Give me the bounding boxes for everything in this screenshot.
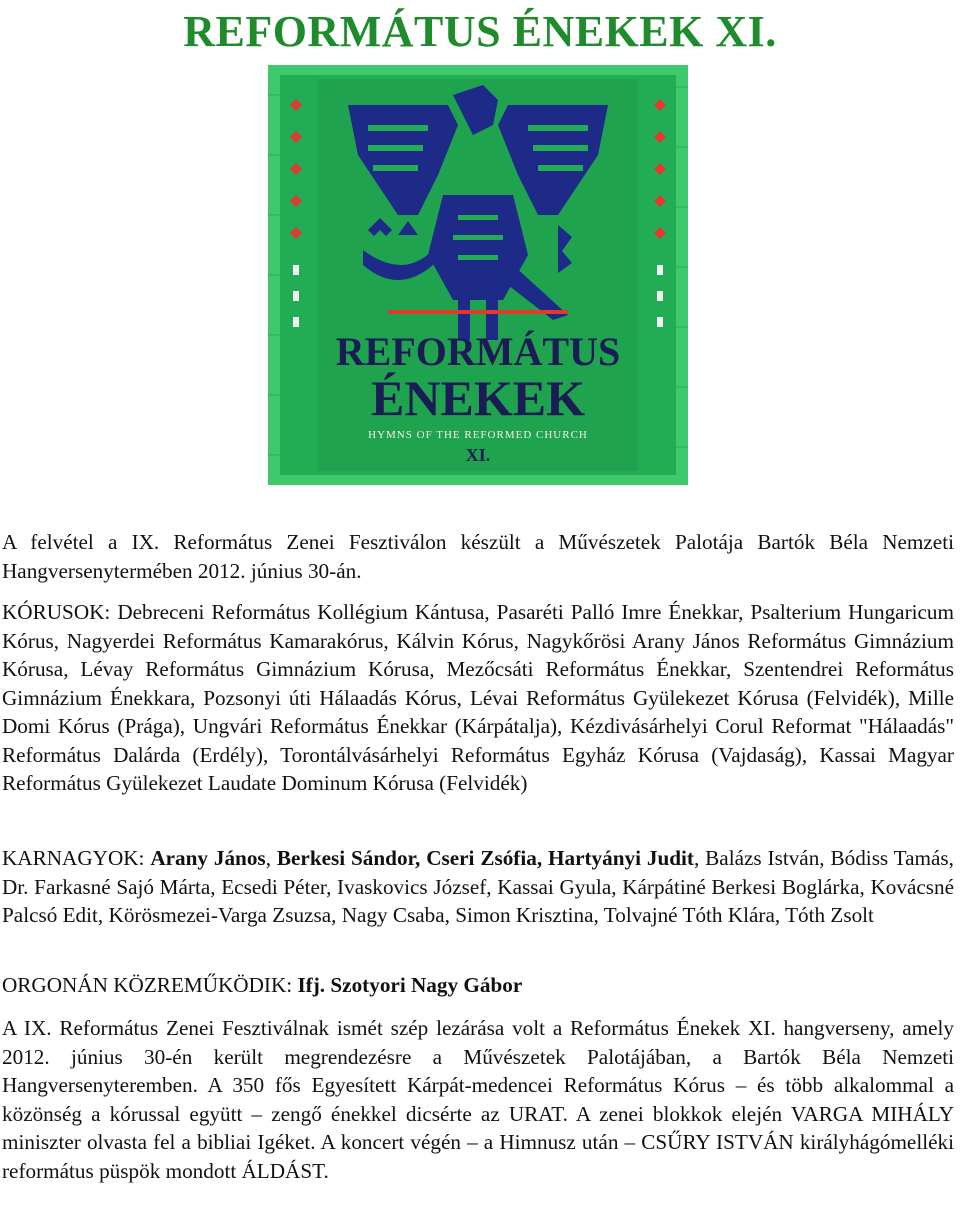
organist-name: Ifj. Szotyori Nagy Gábor: [297, 973, 523, 997]
conductors-paragraph: [2, 844, 954, 930]
organ-paragraph: [2, 971, 954, 1000]
page-title: REFORMÁTUS ÉNEKEK XI.: [183, 7, 777, 56]
cover-number: XI.: [465, 445, 491, 465]
cover-title-line1: REFORMÁTUS: [335, 329, 621, 374]
closing-paragraph: A IX. Református Zenei Fesztiválnak ismét szép lezárása volt a Református Énekek XI. hangverseny, amely 2012. június 30-én került megrendezésre a Művészetek Palotájában, a Bartók Béla Nemzeti Hangversenyteremben. A 350 fős Egyesített Kárpát-medencei Református Kórus – és több alkalommal a közönség a kórussal együtt – zengő énekkel dicsérte az URAT. A zenei blokkok elején VARGA MIHÁLY miniszter olvasta fel a bibliai Igéket. A koncert végén – a Himnusz után – CSŰRY ISTVÁN királyhágómelléki református püspök mondott ÁLDÁST.: [2, 1016, 954, 1183]
album-cover-image: [268, 65, 688, 485]
conductors-separator: ,: [265, 846, 277, 870]
cover-title-line2: ÉNEKEK: [371, 370, 585, 426]
conductor-bold-1: Arany János: [150, 846, 266, 870]
choirs-paragraph: KÓRUSOK: Debreceni Református Kollégium Kántusa, Pasaréti Palló Imre Énekkar, Psalterium Hungaricum Kórus, Nagyerdei Református Kamarakórus, Kálvin Kórus, Nagykőrösi Arany János Református Gimnázium Kórusa, Lévay Református Gimnázium Kórusa, Mezőcsáti Református Énekkar, Szentendrei Református Gimnázium Énekkara, Pozsonyi úti Hálaadás Kórus, Lévai Református Gyülekezet Kórusa (Felvidék), Mille Domi Kórus (Prága), Ungvári Református Énekkar (Kárpátalja), Kézdivásárhelyi Corul Reformat "Hálaadás" Református Dalárda (Erdély), Torontálvásárhelyi Református Egyház Kórusa (Vajdaság), Kassai Magyar Református Gyülekezet Laudate Dominum Kórusa (Felvidék): [2, 600, 954, 795]
organ-label: ORGONÁN KÖZREMŰKÖDIK:: [2, 973, 298, 997]
cover-subtitle: HYMNS OF THE REFORMED CHURCH: [368, 429, 588, 441]
conductor-bold-2: Berkesi Sándor, Cseri Zsófia, Hartyányi Judit: [276, 846, 694, 870]
intro-paragraph: A felvétel a IX. Református Zenei Fesztiválon készült a Művészetek Palotája Bartók Béla Nemzeti Hangversenytermében 2012. június 30-án.: [2, 530, 954, 583]
conductors-label: KARNAGYOK:: [2, 846, 151, 870]
conductors-rest: , Balázs István, Bódiss Tamás, Dr. Farkasné Sajó Márta, Ecsedi Péter, Ivaskovics József, Kassai Gyula, Kárpátiné Berkesi Boglárka, Kovácsné Palcsó Edit, Körösmezei-Varga Zsuzsa, Nagy Csaba, Simon Krisztina, Tolvajné Tóth Klára, Tóth Zsolt: [2, 846, 954, 927]
